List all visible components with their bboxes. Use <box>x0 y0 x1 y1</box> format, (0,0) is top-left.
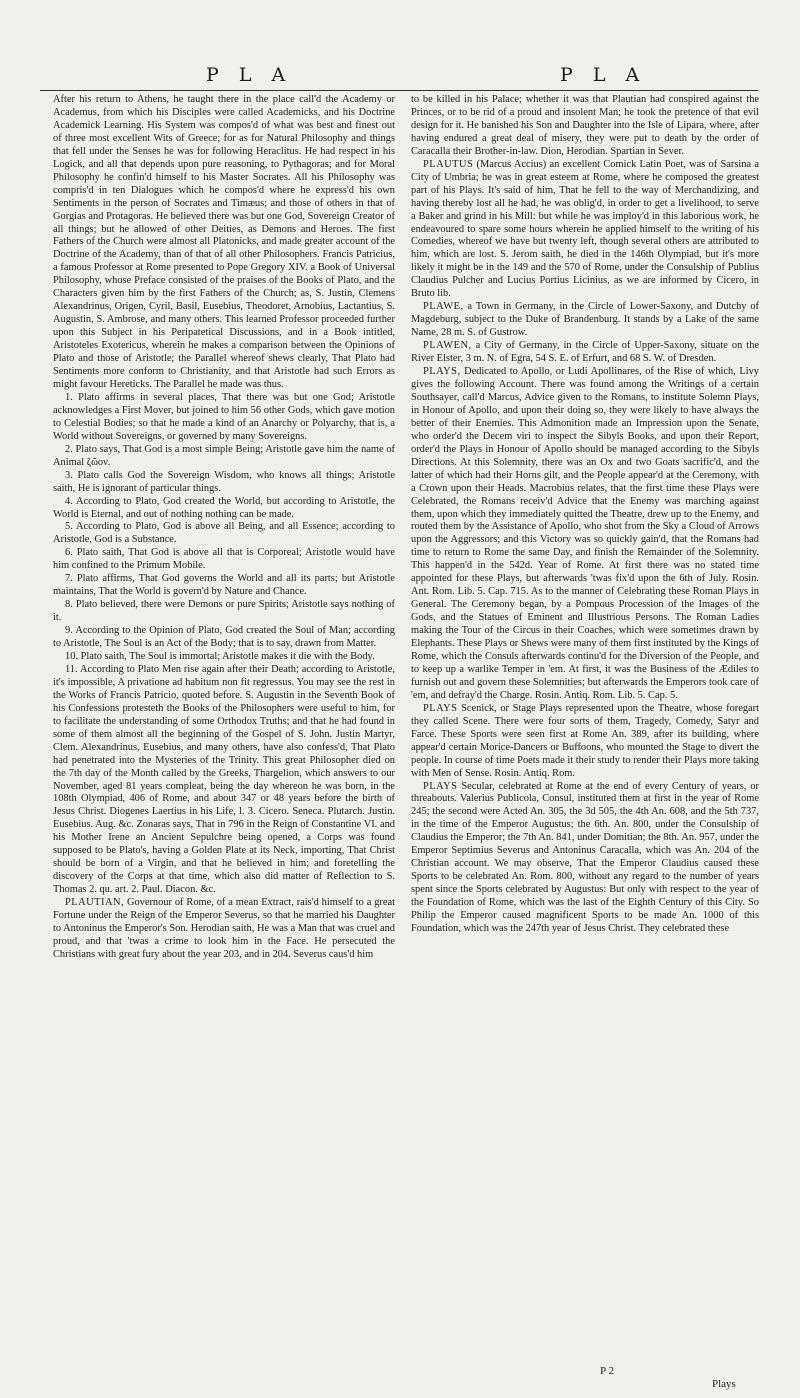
paragraph: 1. Plato affirms in several places, That there was but one God; Aristotle acknowledges a First Mover, but joined to him 56 other Gods, which gave motion to Celestial Bodies; so that he made a kind of an Anarchy or Polyarchy, that is, a World without Sovereigns, or governed by many Sovereigns. <box>53 391 395 442</box>
entry-text: Governour of Rome, of a mean Extract, rais'd himself to a great Fortune under the Reign of the Emperor Severus, so that he married his Daughter to Antoninus the Emperor's Son. Herodian saith, He was a Man that was cruel and proud, and that 'twas a crime to look him in the Face. He persecuted the Christians with great fury about the year 203, and in 204. Severus caus'd him <box>53 897 395 960</box>
paragraph: 4. According to Plato, God created the World, but according to Aristotle, the World is Eternal, and out of nothing nothing can be made. <box>53 495 395 520</box>
entry-paragraph <box>411 703 759 781</box>
entry-text: a City of Germany, in the Circle of Upper-Saxony, situate on the River Elster, 3 m. N. of Egra, 54 S. E. of Erfurt, and 68 S. W. of Dresden. <box>411 340 759 365</box>
entry-headword: PLAWEN, <box>423 340 472 352</box>
signature-mark: P 2 <box>600 1365 614 1377</box>
paragraph: 11. According to Plato Men rise again after their Death; according to Aristotle, it's impossible, A privatione ad habitum non fit regressus. You may see the rest in the Works of Francis Patricio, quoted before. S. Augustin in the Seventh Book of his Confessions protesteth the Books of the Philosophers were useful to him, for to facilitate the understanding of some Orthodox Truths; and that he had found in some of them almost all the beginning of the Gospel of S. John. Justin Martyr, Clem. Alexandrinus, Eusebius, and many others, have also confess'd, That Plato had penetrated into the Mysteries of the Trinity. This great Philosopher died on the 7th day of the Month called by the Greeks, Thargelion, which answers to our November, aged 81 years compleat, being the day whereon he was born, in the 108th Olympiad, 406 of Rome, and about 347 or 48 years before the birth of Jesus Christ. Diogenes Laertius in his Life, l. 3. Cicero. Seneca. Plutarch. Justin. Eusebius. Aug. &c. Zonaras says, That in 796 in the Reign of Constantine VI. and his Mother Irene an Ancient Sepulchre being opened, a Corps was found supposed to be Plato's, having a Golden Plate at its Neck, importing, That Christ should be born of a Virgin, and that he believed in him; and foretelling the discovery of the Corps at that time, which also did matter of Reflection to S. Thomas 2. qu. art. 2. Paul. Diacon. &c. <box>53 663 395 896</box>
paragraph: 9. According to the Opinion of Plato, God created the Soul of Man; according to Aristotle, The Soul is an Act of the Body; that is to say, drawn from Matter. <box>53 625 395 650</box>
left-column <box>53 94 395 1384</box>
paragraph: 10. Plato saith, The Soul is immortal; Aristotle makes it die with the Body. <box>65 650 375 662</box>
header-rule <box>40 90 758 91</box>
entry-headword: PLAUTUS <box>423 158 474 170</box>
entry-headword: PLAYS <box>423 780 458 792</box>
paragraph: 2. Plato says, That God is a most simple Being; Aristotle gave him the name of Animal ζῶον. <box>53 443 395 468</box>
entry-paragraph <box>411 159 759 301</box>
right-column <box>411 94 759 1384</box>
entry-paragraph <box>411 781 759 936</box>
entry-paragraph <box>411 301 759 340</box>
entry-text: a Town in Germany, in the Circle of Lower-Saxony, and Dutchy of Magdeburg, subject to the Duke of Brandenburg. It stands by a Lake of the same Name, 28 m. S. of Gustrow. <box>411 301 759 339</box>
paragraph: 8. Plato believed, there were Demons or pure Spirits; Aristotle says nothing of it. <box>53 599 395 624</box>
entry-headword: PLAWE, <box>423 301 464 313</box>
paragraph: 6. Plato saith, That God is above all that is Corporeal; Aristotle would have him confined to the Primum Mobile. <box>53 547 395 572</box>
paragraph: After his return to Athens, he taught there in the place call'd the Academy or Academus, from which his Disciples were called Academicks, and his Doctrine Academick Learning. His System was compos'd of what was best and finest out of three most excellent Wits of Greece; for as for Natural Philosophy and things that fell under the Senses he was for following Heraclitus. He had respect in his Logick, and all that depends upon pure reasoning, to Pythagoras; and for Moral Philosophy he confin'd himself to his Master Socrates. All his Philosophy was compris'd in ten Dialogues which he compos'd where he express'd his own Sentiments in the person of Socrates and Timæus; and those of others in that of Gorgias and Protagoras. He believed there was but one God, Sovereign Creator of all things; but he allowed of other Deities, as Demons and Heroes. The first Fathers of the Church were almost all Platonicks, and made greater account of the Doctrine of the Academy, than of that of all other Philosophers. Francis Patricius, a famous Professor at Rome presented to Pope Gregory XIV. a Book of Universal Philosophy, whose Preface consisted of the praises of the Books of Plato, and the Characters given him by the first Fathers of the Church; as, S. Justin, Clemens Alexandrinus, Origen, Cyril, Basil, Eusebius, Theodoret, Arnobius, Lactantius, S. Augustin, S. Ambrose, and many others. This learned Professor proceeded further upon this Subject in his Peripatetical Discussions, and in a Book intitled, Aristoteles Exotericus, wherein he makes a comparison between the Opinions of Plato and those of Aristotle; the Parallel whereof shews clearly, That Plato had Sentiments more conform to Christianity, and that Aristotle had such Errors as might favour Hereticks. The Parallel he made was thus. <box>53 94 395 390</box>
running-head-right: P L A <box>560 64 647 86</box>
catchword: Plays <box>712 1378 736 1390</box>
entry-text: Dedicated to Apollo, or Ludi Apollinares, of the Rise of which, Livy gives the following Account. There was found among the Writings of a certain Southsayer, call'd Marcus, Advice given to the Romans, to institute Solemn Plays, in Honour of Apollo, and upon their doing so, they were likely to have always the better of their Enemies. This Admonition made an Impression upon the Senate, who order'd the Decem viri to inspect the Sibyls Books, and upon their Report, order'd the Plays in Honour of Apollo should be managed according to the Sibyls Directions. At this Solemnity, there was an Ox and two Goats sacrific'd, and the latter of which had their Horns gilt, and the People appear'd at the Ceremony, with a Crown upon their Heads. Macrobius relates, that the first time these Plays were Celebrated, the Romans receiv'd Advice that the Enemy was marching against them, upon which they immediately quitted the Theatre, drew up to the Enemy, and routed them by the Assistance of Apollo, who shot from the Sky a Cloud of Arrows upon the Aggressors; and this Victory was so quickly gain'd, that the Romans had time to return to Rome the same Day, and finish the Remainder of the Solemnity. This happen'd in the 542d. Year of Rome. At first there was no stated time appointed for these Plays, but afterwards 'twas fix'd upon the 6th of July. Rosin. Ant. Rom. Lib. 5. Cap. 715. As to the manner of Celebrating these Roman Plays in General. The Ceremony began, by a Pompous Procession of the Images of the Gods, and the Statues of Eminent and Illustrious Persons. The Roman Ladies making the Tour of the Circus in their Coaches, which were sometimes drawn by Elephants. These Plays or Shews were many of them first instituted by the Kings of Rome, which the Consuls afterwards continu'd for the Diversion of the People, and to keep up a warlike Temper in 'em. At first, it was the Business of the Ædiles to furnish out and govern these Solemnities; but afterwards the Emperors took care of 'em, and defray'd the Charge. Rosin. Antiq. Rom. Lib. 5. Cap. 5. <box>411 366 759 701</box>
paragraph: 3. Plato calls God the Sovereign Wisdom, who knows all things; Aristotle saith, He is ignorant of particular things. <box>53 469 395 494</box>
entry-headword: PLAYS <box>423 702 458 714</box>
entry-text: Scenick, or Stage Plays represented upon the Theatre, whose foregart they called Scene. There were four sorts of them, Tragedy, Comedy, Satyr and Farce. These Sports were seen first at Rome An. 389, after its building, where appear'd certain Morice-Dancers or Buffoons, who mounted the Stage to divert the people. In course of time Poets made it their study to render their Plays more taking with Men of Sense. Rosin. Antiq. Rom. <box>411 702 759 779</box>
paragraph: to be killed in his Palace; whether it was that Plautian had conspired against the Princes, or to be rid of a proud and insolent Man; he took the pretence of that evil design for it. He banished his Son and Daughter into the Isle of Lipara, where, after having endured a great deal of misery, they were put to death by the order of Caracalla their Brother-in-law. Dion, Herodian. Spartian in Sever. <box>411 94 759 157</box>
running-head <box>0 64 800 88</box>
running-head-left: P L A <box>206 64 293 86</box>
entry-paragraph <box>411 366 759 703</box>
entry-headword: PLAUTIAN, <box>65 897 125 909</box>
entry-paragraph <box>411 340 759 366</box>
paragraph: 5. According to Plato, God is above all Being, and all Essence; according to Aristotle, God is a Substance. <box>53 521 395 546</box>
entry-headword: PLAYS, <box>423 366 461 378</box>
paragraph: 7. Plato affirms, That God governs the World and all its parts; but Aristotle maintains, That the World is govern'd by Nature and Chance. <box>53 573 395 598</box>
entry-text: Secular, celebrated at Rome at the end of every Century of years, or threabouts. Valerius Publicola, Consul, instituted them at first in the year of Rome 245; the second were Acted An. 305, the 3d 505, the 4th An. 608, and the 5th 737, in the time of the Emperor Augustus; the 6th. An. 800, under the Consulship of Claudius the Emperor; the 7th An. 841, under Domitian; the 8th. An. 957, under the Emperor Septimius Severus and Antoninus Caracalla, which was An. 204 of the Christian account. We may observe, That the Emperor Claudius caused these Sports to be celebrated An. Rom. 800, without any regard to the number of years spent since the Sports celebrated by Augustus: But only with respect to the year of the Foundation of Rome, which was the last of the Eighth Century of this City. So Philip the Emperor caused magnificent Sports to be made An. 1000 of this Foundation, which was the 247th year of Jesus Christ. They celebrated these <box>411 780 759 934</box>
entry-paragraph <box>53 897 395 962</box>
entry-text: (Marcus Accius) an excellent Comick Latin Poet, was of Sarsina a City of Umbria; he was in great esteem at Rome, where he composed the greatest part of his Plays. It's said of him, That he fell to the way of Merchandizing, and having thereby lost all he had, he was oblig'd, in order to get a livelihood, to serve a Baker and grind in his Mill: but while he was imploy'd in this laborious work, he endeavoured to spare some hours wherein he applied himself to the writing of his Comedies, whereof we have but twenty left, though several others are attributed to him, which are lost. S. Jerom saith, he died in the 146th Olympiad, but it's more likely it might be in the 149 and the 570 of Rome, under the Consulship of Publius Claudius Pulcher and Lucius Portius Licinius, as we are informed by Cicero, in Bruto lib. <box>411 158 759 300</box>
